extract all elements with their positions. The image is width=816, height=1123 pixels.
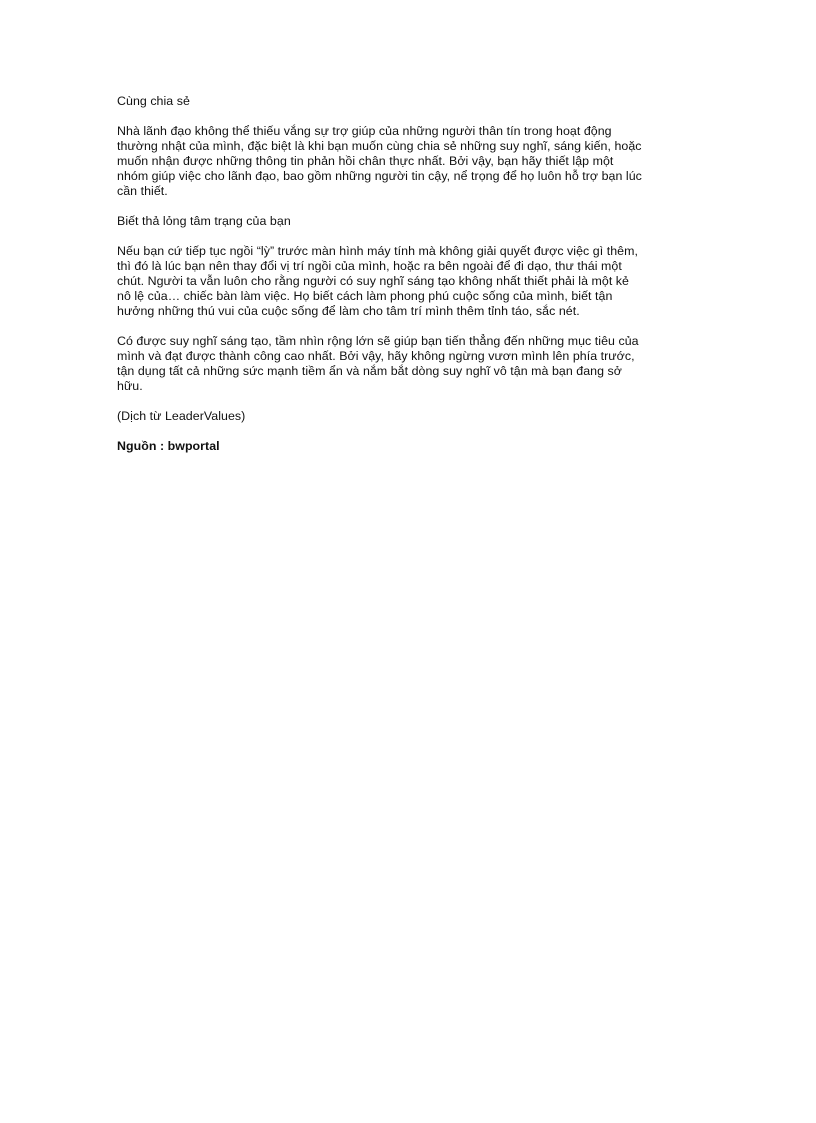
paragraph-line: nhóm giúp việc cho lãnh đạo, bao gồm những người tin cậy, nể trọng để họ luôn hỗ trợ bạn lúc [117, 169, 642, 183]
source-credit [117, 439, 707, 454]
paragraph-gap [117, 394, 707, 409]
paragraph-gap [117, 109, 707, 124]
translation-note [117, 409, 707, 424]
paragraph-line: muốn nhận được những thông tin phản hồi chân thực nhất. Bởi vậy, bạn hãy thiết lập một [117, 154, 614, 168]
paragraph-line: Có được suy nghĩ sáng tạo, tầm nhìn rộng lớn sẽ giúp bạn tiến thẳng đến những mục tiêu của [117, 334, 639, 348]
paragraph-line: Nhà lãnh đạo không thể thiếu vắng sự trợ giúp của những người thân tín trong hoạt động [117, 124, 612, 138]
heading-text: Biết thả lỏng tâm trạng của bạn [117, 214, 291, 228]
paragraph-line: Nếu bạn cứ tiếp tục ngồi “lỳ” trước màn hình máy tính mà không giải quyết được việc gì thêm, [117, 244, 638, 258]
paragraph-line: thì đó là lúc bạn nên thay đổi vị trí ngồi của mình, hoặc ra bên ngoài để đi dạo, thư thái một [117, 259, 622, 273]
paragraph-1 [117, 124, 707, 199]
document-body [117, 94, 707, 454]
paragraph-line: mình và đạt được thành công cao nhất. Bởi vậy, hãy không ngừng vươn mình lên phía trước, [117, 349, 635, 363]
heading-text: Cùng chia sẻ [117, 94, 190, 108]
paragraph-line: cần thiết. [117, 184, 168, 198]
source-credit-text: Nguồn : bwportal [117, 439, 220, 453]
paragraph-gap [117, 229, 707, 244]
paragraph-line: hữu. [117, 379, 143, 393]
paragraph-3 [117, 334, 707, 394]
section-heading-cung-chia-se [117, 94, 707, 109]
paragraph-line: nô lệ của… chiếc bàn làm việc. Họ biết cách làm phong phú cuộc sống của mình, biết tận [117, 289, 613, 303]
translation-note-text: (Dịch từ LeaderValues) [117, 409, 246, 423]
paragraph-gap [117, 319, 707, 334]
paragraph-line: chút. Người ta vẫn luôn cho rằng người có suy nghĩ sáng tạo không nhất thiết phải là một kẻ [117, 274, 629, 288]
section-heading-biet-tha-long [117, 214, 707, 229]
paragraph-line: hưởng những thú vui của cuộc sống để làm cho tâm trí mình thêm tỉnh táo, sắc nét. [117, 304, 580, 318]
paragraph-gap [117, 424, 707, 439]
paragraph-2 [117, 244, 707, 319]
paragraph-line: tận dụng tất cả những sức mạnh tiềm ẩn và nắm bắt dòng suy nghĩ vô tận mà bạn đang sở [117, 364, 622, 378]
paragraph-line: thường nhật của mình, đặc biệt là khi bạn muốn cùng chia sẻ những suy nghĩ, sáng kiến, hoặc [117, 139, 642, 153]
paragraph-gap [117, 199, 707, 214]
